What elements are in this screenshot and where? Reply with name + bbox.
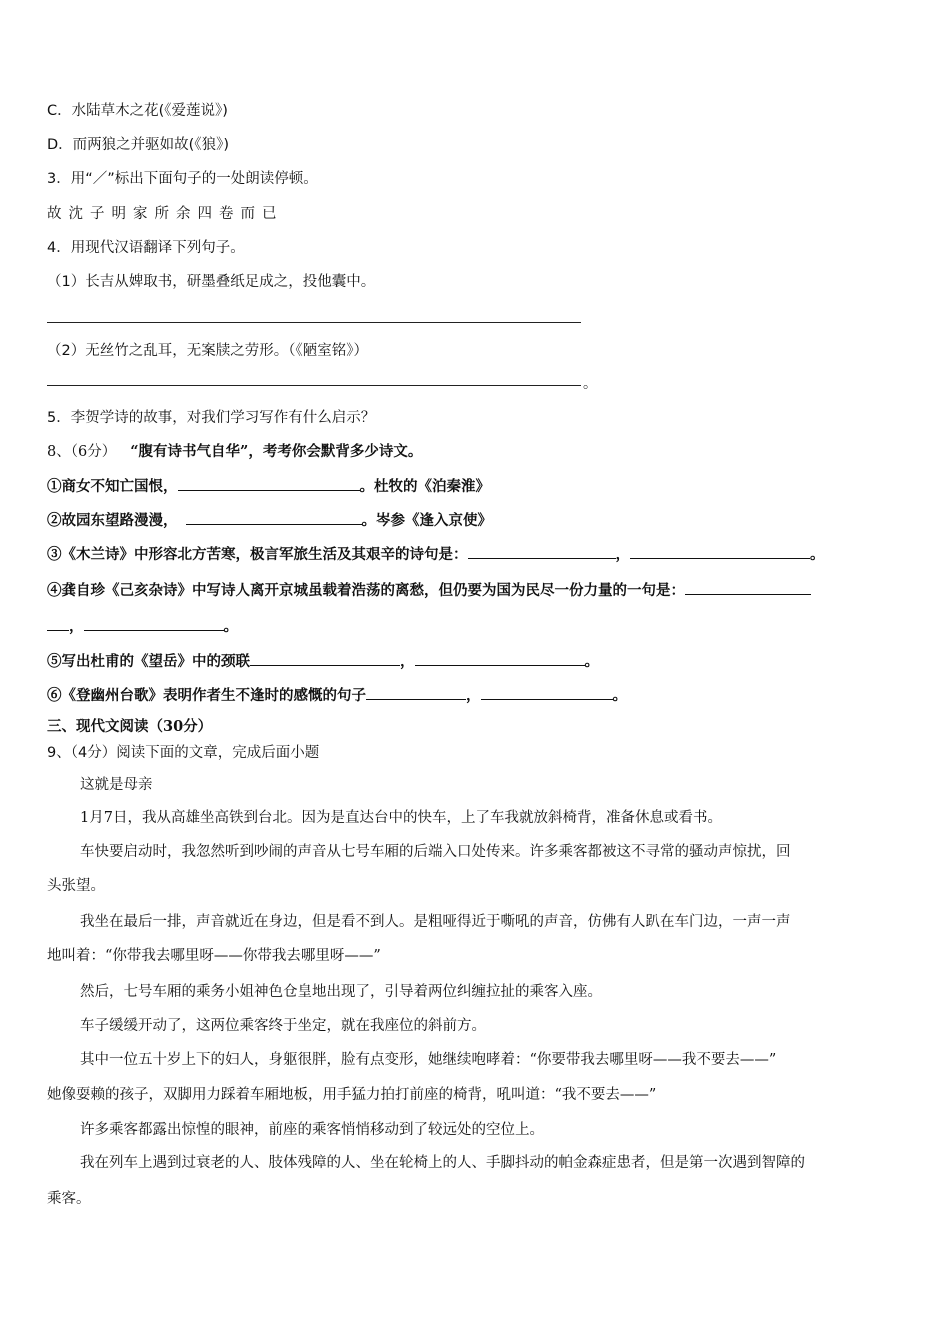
comma: ， [400,653,415,670]
option-d: D．而两狼之并驱如故(《狼》) [47,137,229,153]
recite-item-2 [47,509,492,531]
end-mark: 。 [583,376,597,392]
option-c: C．水陆草木之花(《爱莲说》) [47,103,228,119]
comma: ， [69,618,84,635]
paragraph-8-line-1: 我在列车上遇到过衰老的人、肢体残障的人、坐在轮椅上的人、手脚抖动的帕金森症患者，但是第一次遇到智障的 [80,1155,805,1171]
blank[interactable] [250,650,400,666]
recite-item-2-source: 。岑参《逢入京使》 [361,512,492,529]
period: 。 [810,546,825,563]
blank[interactable] [481,684,613,700]
question-5: 5．李贺学诗的故事，对我们学习写作有什么启示？ [47,410,376,426]
paragraph-8-line-2: 乘客。 [47,1191,91,1207]
question-9: 9、（4分）阅读下面的文章，完成后面小题 [47,745,320,761]
recite-item-1-source: 。杜牧的《泊秦淮》 [359,478,490,495]
recite-item-1 [47,475,490,497]
recite-item-3-text: ③《木兰诗》中形容北方苦寒，极言军旅生活及其艰辛的诗句是： [47,546,468,563]
question-8-number: 8、（6分） [47,444,117,460]
recite-item-6-text: ⑥《登幽州台歌》表明作者生不逢时的感慨的句子 [47,687,366,704]
paragraph-3-line-1: 我坐在最后一排，声音就近在身边，但是看不到人。是粗哑得近于嘶吼的声音，仿佛有人趴在车门边，一声一声 [80,914,791,930]
paragraph-1: 1月7日，我从高雄坐高铁到台北。因为是直达台中的快车，上了车我就放斜椅背，准备休息或看书。 [80,810,722,826]
recite-item-6 [47,684,627,706]
paragraph-2-line-1: 车快要启动时，我忽然听到吵闹的声音从七号车厢的后端入口处传来。许多乘客都被这不寻常的骚动声惊扰，回 [80,844,791,860]
story-title: 这就是母亲 [80,777,153,793]
paragraph-5: 车子缓缓开动了，这两位乘客终于坐定，就在我座位的斜前方。 [80,1018,486,1034]
paragraph-4: 然后，七号车厢的乘务小姐神色仓皇地出现了，引导着两位纠缠拉扯的乘客入座。 [80,984,602,1000]
recite-item-3 [47,543,825,565]
blank[interactable] [630,543,810,559]
blank[interactable] [366,684,466,700]
period: 。 [584,653,599,670]
question-4-item-1: （1）长吉从婢取书，研墨叠纸足成之，投他囊中。 [47,274,376,290]
question-3: 3．用“／”标出下面句子的一处朗读停顿。 [47,171,318,187]
recite-item-4 [47,579,811,601]
section-3-heading: 三、现代文阅读（30分） [47,718,213,735]
recite-item-5 [47,650,599,672]
period: 。 [223,618,238,635]
question-8-header [47,442,422,462]
paragraph-6-line-1: 其中一位五十岁上下的妇人，身躯很胖，脸有点变形，她继续咆哮着：“你要带我去哪里呀——我不要去——” [80,1052,777,1068]
recite-item-4-cont [47,615,238,637]
blank[interactable] [415,650,585,666]
question-3-sentence: 故沈子明家所余四卷而已 [47,206,284,222]
recite-item-1-text: ①商女不知亡国恨， [47,478,178,495]
question-8-title: “腹有诗书气自华”，考考你会默背多少诗文。 [130,443,423,460]
answer-line[interactable] [47,385,581,386]
recite-item-4-text: ④龚自珍《己亥杂诗》中写诗人离开京城虽载着浩荡的离愁，但仍要为国为民尽一份力量的一句是： [47,582,685,599]
blank[interactable] [47,615,69,631]
blank[interactable] [468,543,616,559]
paragraph-3-line-2: 地叫着：“你带我去哪里呀——你带我去哪里呀——” [47,948,381,964]
answer-line[interactable] [47,322,581,323]
blank[interactable] [178,475,360,491]
blank[interactable] [685,579,811,595]
blank[interactable] [186,509,362,525]
blank[interactable] [84,615,224,631]
paragraph-7: 许多乘客都露出惊惶的眼神，前座的乘客悄悄移动到了较远处的空位上。 [80,1122,544,1138]
question-4: 4．用现代汉语翻译下列句子。 [47,240,245,256]
recite-item-2-text: ②故园东望路漫漫， [47,512,178,529]
comma: ， [466,687,481,704]
question-4-item-2: （2）无丝竹之乱耳，无案牍之劳形。（《陋室铭》） [47,343,368,359]
period: 。 [612,687,627,704]
paragraph-6-line-2: 她像耍赖的孩子，双脚用力踩着车厢地板，用手猛力拍打前座的椅背，吼叫道：“我不要去——” [47,1087,657,1103]
comma: ， [615,546,630,563]
recite-item-5-text: ⑤写出杜甫的《望岳》中的颈联 [47,653,250,670]
paragraph-2-line-2: 头张望。 [47,878,105,894]
